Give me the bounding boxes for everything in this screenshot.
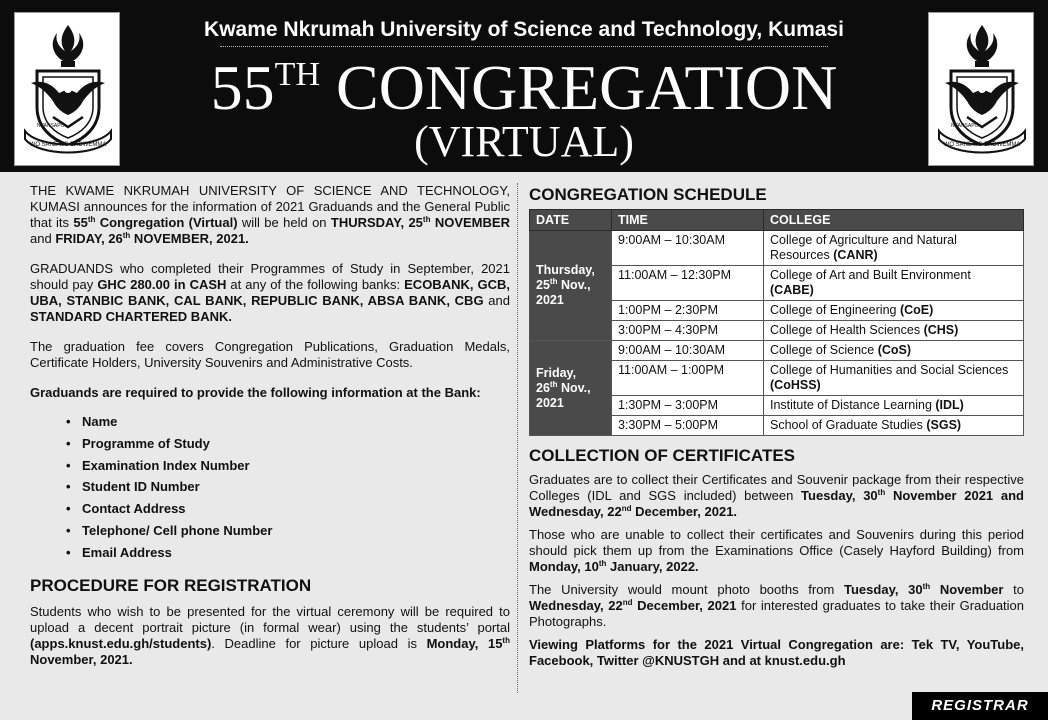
column-divider <box>517 183 518 693</box>
time-cell: 1:30PM – 3:00PM <box>612 396 764 416</box>
college-cell: College of Engineering (CoE) <box>764 301 1024 321</box>
college-cell: College of Humanities and Social Sciences (CoHSS) <box>764 361 1024 396</box>
list-item: • Contact Address <box>66 498 510 520</box>
college-cell: College of Health Sciences (CHS) <box>764 321 1024 341</box>
requirements-list <box>66 411 510 564</box>
table-header-row <box>530 210 1024 231</box>
crest-emblem-icon <box>19 19 117 159</box>
table-row <box>530 341 1024 361</box>
column-header-time: TIME <box>612 210 764 231</box>
intro-paragraph: THE KWAME NKRUMAH UNIVERSITY OF SCIENCE AND TECHNOLOGY, KUMASI announces for the information of 2021 Graduands and the General Public that its 55th Congregation (Virtual) will be held on THURSDAY, 25th NOVEMBER and FRIDAY, 26th NOVEMBER, 2021. <box>30 183 510 246</box>
congregation-title: 55TH CONGREGATION <box>210 52 838 123</box>
list-item: • Email Address <box>66 542 510 564</box>
time-cell: 3:30PM – 5:00PM <box>612 416 764 436</box>
column-header-college: COLLEGE <box>764 210 1024 231</box>
column-header-date: DATE <box>530 210 612 231</box>
procedure-heading: PROCEDURE FOR REGISTRATION <box>30 575 312 595</box>
list-item: • Examination Index Number <box>66 455 510 477</box>
schedule-table <box>529 209 1024 436</box>
date-cell-friday: Friday, 26th Nov., 2021 <box>530 341 612 436</box>
list-item: • Telephone/ Cell phone Number <box>66 520 510 542</box>
svg-text:NYANSAPO: NYANSAPO <box>37 123 65 129</box>
list-item: • Programme of Study <box>66 433 510 455</box>
title-divider <box>220 46 828 47</box>
list-item: • Student ID Number <box>66 476 510 498</box>
requirements-intro: Graduands are required to provide the following information at the Bank: <box>30 385 481 400</box>
list-item: • Name <box>66 411 510 433</box>
svg-text:WO SANE NO BADWEMMA: WO SANE NO BADWEMMA <box>29 142 107 148</box>
collection-heading: COLLECTION OF CERTIFICATES <box>529 446 796 465</box>
time-cell: 3:00PM – 4:30PM <box>612 321 764 341</box>
college-cell: College of Agriculture and Natural Resources (CANR) <box>764 231 1024 266</box>
procedure-paragraph: Students who wish to be presented for the virtual ceremony will be required to upload a decent portrait picture (in formal wear) using the students’ portal (apps.knust.edu.gh/students). Deadline for picture upload is Monday, 15th November, 2021. <box>30 603 510 667</box>
schedule-heading: CONGREGATION SCHEDULE <box>529 185 767 204</box>
schedule-column <box>529 185 1024 676</box>
crest-emblem-icon <box>933 19 1031 159</box>
time-cell: 11:00AM – 12:30PM <box>612 266 764 301</box>
time-cell: 1:00PM – 2:30PM <box>612 301 764 321</box>
college-cell: College of Science (CoS) <box>764 341 1024 361</box>
announcement-column <box>30 183 510 682</box>
table-row <box>530 231 1024 266</box>
viewing-platforms-paragraph: Viewing Platforms for the 2021 Virtual Congregation are: Tek TV, YouTube, Facebook, Twitter @KNUSTGH and at knust.edu.gh <box>529 637 1024 668</box>
header-banner <box>0 0 1048 172</box>
svg-text:NYANSAPO: NYANSAPO <box>951 123 979 129</box>
time-cell: 9:00AM – 10:30AM <box>612 341 764 361</box>
university-crest-right <box>928 12 1034 166</box>
svg-text:WO SANE NO BADWEMMA: WO SANE NO BADWEMMA <box>943 142 1021 148</box>
fee-coverage-paragraph: The graduation fee covers Congregation Publications, Graduation Medals, Certificate Holders, University Souvenirs and Administrative Costs. <box>30 339 510 370</box>
registrar-signoff: REGISTRAR <box>912 692 1048 720</box>
college-cell: Institute of Distance Learning (IDL) <box>764 396 1024 416</box>
congregation-subtitle: (VIRTUAL) <box>414 117 634 166</box>
collection-paragraph-3: The University would mount photo booths from Tuesday, 30th November to Wednesday, 22nd December, 2021 for interested graduates to take their Graduation Photographs. <box>529 582 1025 629</box>
payment-paragraph: GRADUANDS who completed their Programmes of Study in September, 2021 should pay GHC 280.00 in CASH at any of the following banks: ECOBANK, GCB, UBA, STANBIC BANK, CAL BANK, REPUBLIC BANK, ABSA BANK, CBG and STANDARD CHARTERED BANK. <box>30 261 510 324</box>
date-cell-thursday: Thursday, 25th Nov., 2021 <box>530 231 612 341</box>
collection-paragraph-1: Graduates are to collect their Certificates and Souvenir package from their respective Colleges (IDL and SGS included) between Tuesday, 30th November 2021 and Wednesday, 22nd December, 2021. <box>529 472 1024 519</box>
college-cell: School of Graduate Studies (SGS) <box>764 416 1024 436</box>
college-cell: College of Art and Built Environment (CABE) <box>764 266 1024 301</box>
university-name: Kwame Nkrumah University of Science and Technology, Kumasi <box>204 18 844 41</box>
time-cell: 11:00AM – 1:00PM <box>612 361 764 396</box>
university-crest-left <box>14 12 120 166</box>
time-cell: 9:00AM – 10:30AM <box>612 231 764 266</box>
collection-paragraph-2: Those who are unable to collect their certificates and Souvenirs during this period should pick them up from the Examinations Office (Casely Hayford Building) from Monday, 10th January, 2022. <box>529 527 1024 574</box>
